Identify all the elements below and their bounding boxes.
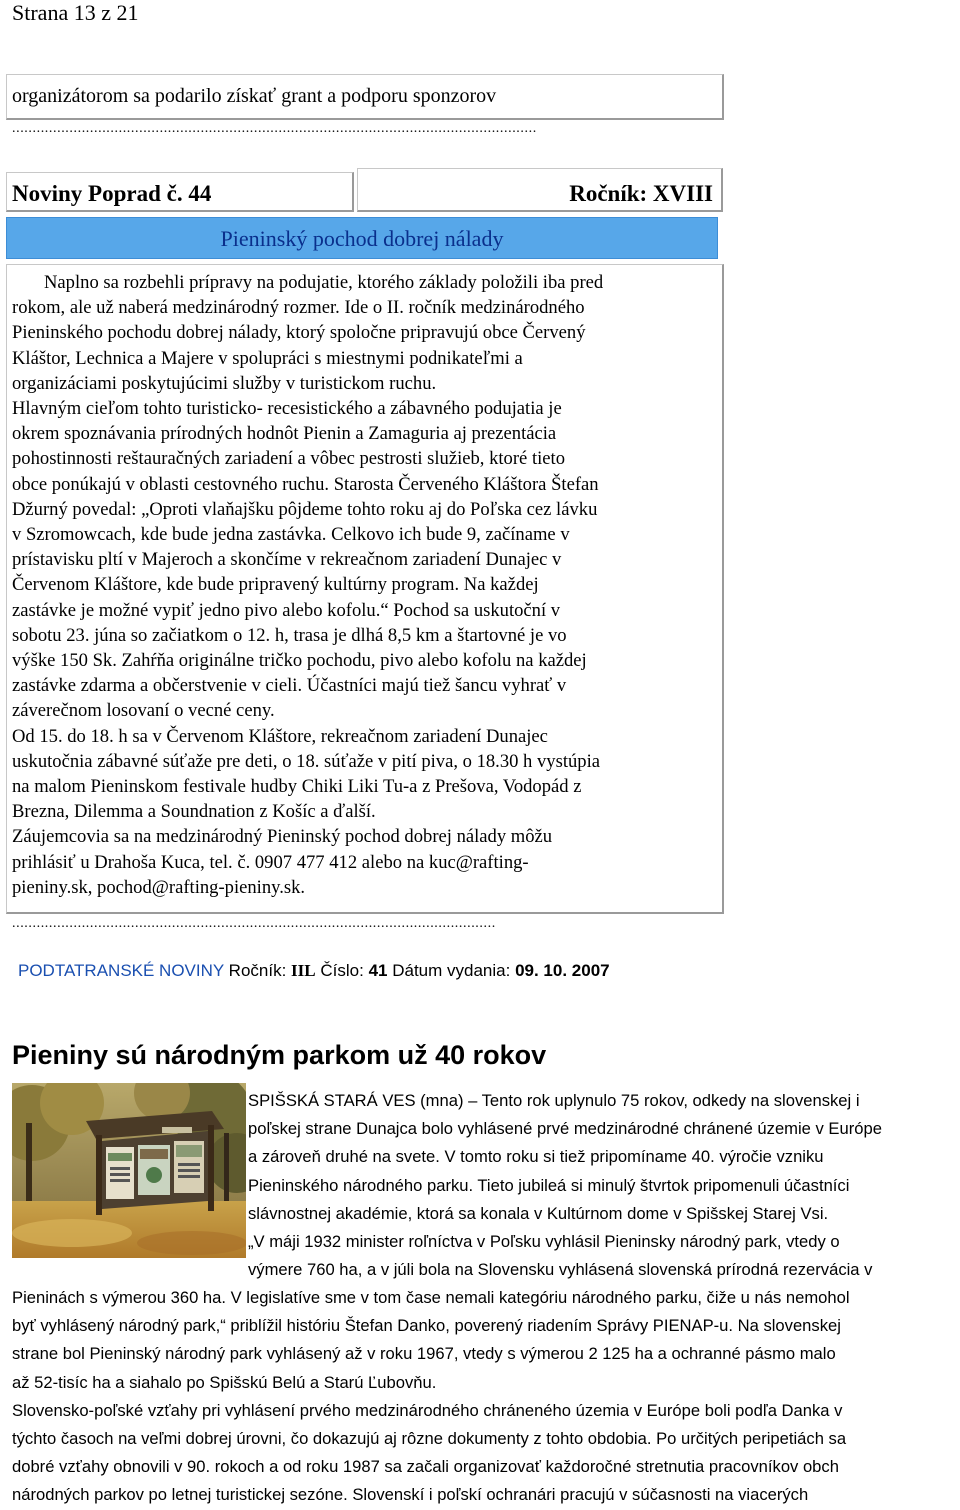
issue-label: Číslo: xyxy=(320,961,364,980)
source-name: PODTATRANSKÉ NOVINY xyxy=(18,961,224,980)
article-line: „V máji 1932 minister roľníctva v Poľsku vyhlásil Pieninsky národný park, vtedy o xyxy=(248,1232,840,1252)
article-line: Červenom Kláštore, kde bude pripravený kultúrny program. Na každej xyxy=(12,574,539,596)
volume-value: IIL xyxy=(291,961,316,980)
article-line: prístavisku pltí v Majeroch a skončíme v rekreačnom zariadení Dunajec v xyxy=(12,549,562,571)
article-body xyxy=(12,270,716,900)
article-line: Pieninského národného parku. Tieto jubileá si minulý štvrtok pripomenuli účastníci xyxy=(248,1175,850,1195)
article-line: Brezna, Dilemma a Soundnation z Košíc a ďalší. xyxy=(12,801,376,823)
article-line: Pieninách s výmerou 360 ha. V legislatíve sme v tom čase nemali kategóriu národného parku, čiže u nás nemohol xyxy=(12,1288,850,1307)
issue-value: 41 xyxy=(368,961,388,980)
article-line: prihlásiť u Drahoša Kuca, tel. č. 0907 477 412 alebo na kuc@rafting- xyxy=(12,851,529,873)
article-line: Hlavným cieľom tohto turisticko- recesistického a zábavného podujatia je xyxy=(12,398,562,420)
article-line: a zároveň druhé na svete. V tomto roku si tiež pripomíname 40. výročie vzniku xyxy=(248,1147,824,1167)
article-headline: Pieniny sú národným parkom už 40 rokov xyxy=(12,1040,547,1070)
article-line: až 52-tisíc ha a siahalo po Spišskú Belú a Starú Ľubovňu. xyxy=(12,1372,437,1392)
photo-info-board-image xyxy=(12,1083,246,1258)
article-line: výške 150 Sk. Zahŕňa originálne tričko pochodu, pivo alebo kofolu na každej xyxy=(12,650,587,672)
block-text: organizátorom sa podarilo získať grant a podporu sponzorov xyxy=(12,85,497,107)
separator: ................................................................................................................................ xyxy=(12,122,537,136)
article-line: výmere 760 ha, a v júli bola na Slovensku vyhlásená slovenská prírodná rezervácia v xyxy=(248,1260,873,1280)
article-line: obce ponúkajú v oblasti cestovného ruchu. Starosta Červeného Kláštora Štefan xyxy=(12,473,599,495)
article-line: pohostinnosti reštauračných zariadení a vôbec pestrosti služieb, ktoré tieto xyxy=(12,448,565,470)
article-line: Pieninského pochodu dobrej nálady, ktorý spoločne pripravujú obce Červený xyxy=(12,322,586,344)
article-line: záverečnom losovaní o vecné ceny. xyxy=(12,700,275,722)
date-label: Dátum vydania: xyxy=(392,961,511,980)
separator: ...................................................................................................................... xyxy=(12,917,496,931)
date-value: 09. 10. 2007 xyxy=(515,961,610,980)
article-photo xyxy=(12,1083,246,1258)
article-body xyxy=(12,1284,850,1510)
volume-label: Ročník: xyxy=(228,961,287,980)
page-number: Strana 13 z 21 xyxy=(12,0,139,25)
article-line: organizáciami poskytujúcimi služby v turistickom ruchu. xyxy=(12,372,437,394)
article-line: pieniny.sk, pochod@rafting-pieniny.sk. xyxy=(12,876,306,898)
article-line: Slovensko-poľské vzťahy pri vyhlásení prvého medzinárodného chráneného územia v Európe boli podľa Danka v xyxy=(12,1400,843,1420)
article-line: dobré vzťahy obnovili v 90. rokoch a od roku 1987 sa začali organizovať každoročné stretnutia pracovníkov obch xyxy=(12,1457,839,1477)
article-line: Záujemcovia sa na medzinárodný Pieninský pochod dobrej nálady môžu xyxy=(12,826,553,848)
article-line: zastávke je možné vypiť jedno pivo alebo kofolu.“ Pochod sa uskutoční v xyxy=(12,599,561,621)
article-line: uskutočnia zábavné súťaže pre deti, o 18. súťaže v pití piva, o 18.30 h vystúpia xyxy=(12,750,601,772)
article-line: Od 15. do 18. h sa v Červenom Kláštore, rekreačnom zariadení Dunajec xyxy=(12,725,548,747)
article-line: sobotu 23. júna so začiatkom o 12. h, trasa je dlhá 8,5 km a štartovné je vo xyxy=(12,624,567,646)
source-volume: Ročník: XVIII xyxy=(569,181,713,206)
article-line: národných parkov po letnej turistickej sezóne. Slovenskí i poľskí ochranári pracujú v súčasnosti na viacerých xyxy=(12,1485,809,1505)
article-line: byť vyhlásený národný park,“ priblížil históriu Štefan Danko, poverený riadením Správy PIENAP-u. Na slovenskej xyxy=(12,1316,841,1336)
article-line: SPIŠSKÁ STARÁ VES (mna) – Tento rok uplynulo 75 rokov, odkedy na slovenskej i xyxy=(248,1091,860,1110)
article-line: zastávke zdarma a občerstvenie v cieli. Účastníci majú tiež šancu vyhrať v xyxy=(12,675,567,697)
article-intro xyxy=(248,1087,882,1284)
article-line: rokom, ale už naberá medzinárodný rozmer. Ide o II. ročník medzinárodného xyxy=(12,297,585,319)
article-line: Naplno sa rozbehli prípravy na podujatie, ktorého základy položili iba pred xyxy=(44,272,604,293)
article-line: okrem spoznávania prírodných hodnôt Pienin a Zamaguria aj prezentácia xyxy=(12,423,557,445)
article-line: strane bol Pieninský národný park vyhlásený až v roku 1967, vtedy s výmerou 2 125 ha a ochranné pásmo malo xyxy=(12,1344,836,1364)
article-line: v Szromowcach, kde bude jedna zastávka. Celkovo ich bude 9, začíname v xyxy=(12,524,570,546)
article-line: na malom Pieninskom festivale hudby Chiki Liki Tu-a z Prešova, Vodopád z xyxy=(12,776,582,798)
source-name: Noviny Poprad č. 44 xyxy=(12,181,212,206)
article-line: Džurný povedal: „Oproti vlaňajšku pôjdeme tohto roku aj do Poľska cez lávku xyxy=(12,498,598,520)
article-line: poľskej strane Dunajca bolo vyhlásené prvé medzinárodné chránené územie v Európe xyxy=(248,1119,882,1139)
article-line: Kláštor, Lechnica a Majere v spolupráci s miestnymi podnikateľmi a xyxy=(12,347,523,369)
article-line: slávnostnej akadémie, ktorá sa konala v Kultúrnom dome v Spišskej Starej Vsi. xyxy=(248,1203,829,1223)
article-line: týchto časoch na veľmi dobrej úrovni, čo dokazujú aj rôzne dokumenty z tohto obdobia. Po určitých peripetiách sa xyxy=(12,1429,847,1449)
article-title: Pieninský pochod dobrej nálady xyxy=(220,226,504,251)
source-line xyxy=(18,960,610,982)
